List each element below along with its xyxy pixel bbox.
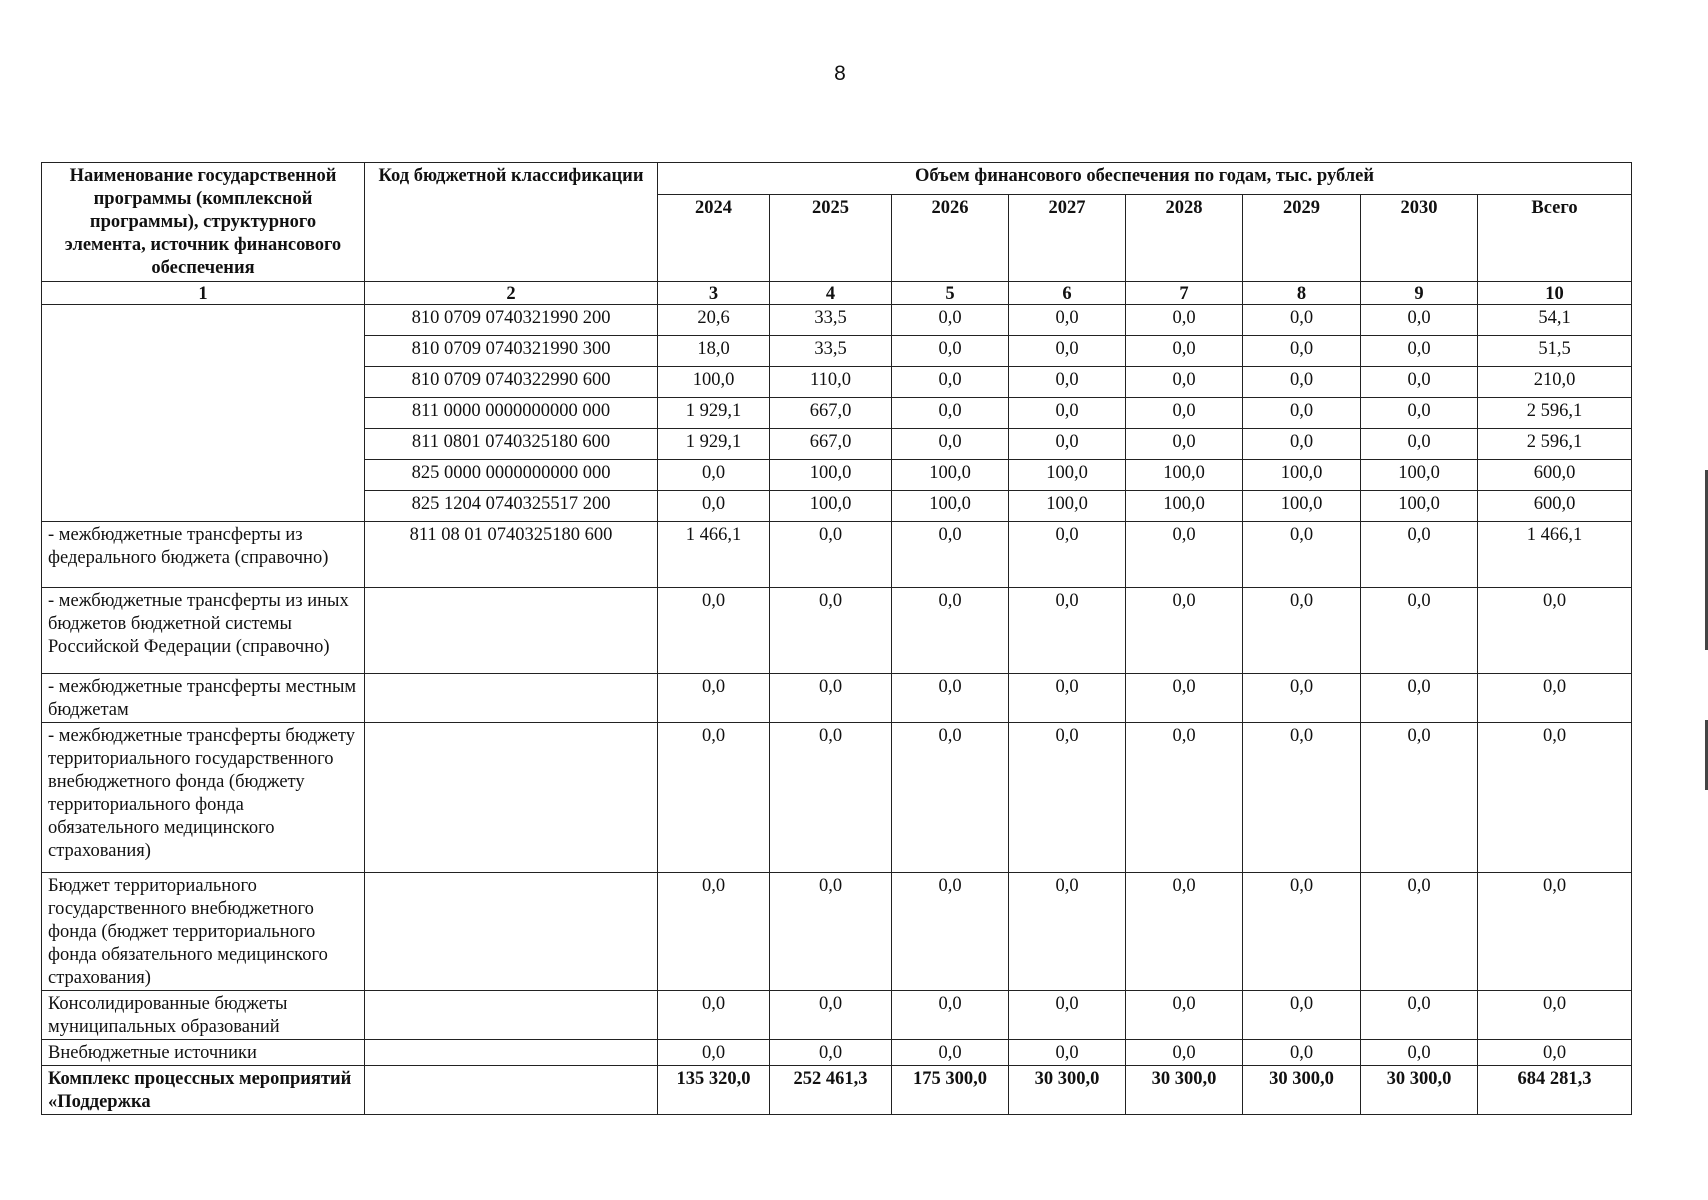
value-cell: 0,0 <box>1126 429 1243 460</box>
budget-code-cell: 811 0801 0740325180 600 <box>365 429 658 460</box>
value-cell: 0,0 <box>892 873 1009 991</box>
budget-code-cell <box>365 588 658 674</box>
value-cell: 0,0 <box>1009 305 1126 336</box>
source-name-cell: Бюджет территориального государственного внебюджетного фонда (бюджет территориального фонда обязательного медицинского страхования) <box>42 873 365 991</box>
table-row <box>42 674 1632 723</box>
value-cell: 1 466,1 <box>1478 522 1632 588</box>
header-column-number: 1 <box>42 282 365 305</box>
value-cell: 0,0 <box>1009 522 1126 588</box>
budget-code-cell: 811 08 01 0740325180 600 <box>365 522 658 588</box>
header-financing-group: Объем финансового обеспечения по годам, тыс. рублей <box>658 163 1632 195</box>
value-cell: 0,0 <box>892 522 1009 588</box>
value-cell: 0,0 <box>1009 588 1126 674</box>
value-cell: 0,0 <box>1009 991 1126 1040</box>
source-name-cell: - межбюджетные трансферты из федерального бюджета (справочно) <box>42 522 365 588</box>
value-cell: 0,0 <box>1126 1040 1243 1066</box>
table-row <box>42 723 1632 873</box>
value-cell: 252 461,3 <box>770 1066 892 1115</box>
value-cell: 0,0 <box>658 588 770 674</box>
value-cell: 0,0 <box>658 991 770 1040</box>
value-cell: 0,0 <box>1009 674 1126 723</box>
value-cell: 0,0 <box>1361 991 1478 1040</box>
value-cell: 110,0 <box>770 367 892 398</box>
value-cell: 0,0 <box>1126 588 1243 674</box>
value-cell: 0,0 <box>1361 367 1478 398</box>
budget-code-cell <box>365 674 658 723</box>
table-row <box>42 991 1632 1040</box>
header-year-cell: 2025 <box>770 195 892 282</box>
value-cell: 667,0 <box>770 429 892 460</box>
value-cell: 30 300,0 <box>1126 1066 1243 1115</box>
value-cell: 0,0 <box>1126 522 1243 588</box>
value-cell: 0,0 <box>1009 336 1126 367</box>
value-cell: 100,0 <box>1361 460 1478 491</box>
value-cell: 667,0 <box>770 398 892 429</box>
header-year-cell: 2024 <box>658 195 770 282</box>
value-cell: 600,0 <box>1478 460 1632 491</box>
value-cell: 0,0 <box>770 1040 892 1066</box>
value-cell: 0,0 <box>658 873 770 991</box>
header-column-number: 5 <box>892 282 1009 305</box>
header-column-number: 8 <box>1243 282 1361 305</box>
value-cell: 0,0 <box>1126 723 1243 873</box>
value-cell: 0,0 <box>1478 1040 1632 1066</box>
financing-table <box>41 162 1632 1115</box>
value-cell: 0,0 <box>1243 367 1361 398</box>
value-cell: 33,5 <box>770 336 892 367</box>
value-cell: 0,0 <box>658 1040 770 1066</box>
header-year-cell: Всего <box>1478 195 1632 282</box>
value-cell: 100,0 <box>1361 491 1478 522</box>
value-cell: 135 320,0 <box>658 1066 770 1115</box>
value-cell: 210,0 <box>1478 367 1632 398</box>
budget-code-cell: 810 0709 0740321990 300 <box>365 336 658 367</box>
header-column-number: 10 <box>1478 282 1632 305</box>
value-cell: 30 300,0 <box>1009 1066 1126 1115</box>
value-cell: 0,0 <box>892 367 1009 398</box>
value-cell: 100,0 <box>1243 460 1361 491</box>
source-name-cell: - межбюджетные трансферты из иных бюджетов бюджетной системы Российской Федерации (справочно) <box>42 588 365 674</box>
value-cell: 684 281,3 <box>1478 1066 1632 1115</box>
value-cell: 100,0 <box>1009 460 1126 491</box>
value-cell: 0,0 <box>1361 873 1478 991</box>
budget-code-cell: 825 0000 0000000000 000 <box>365 460 658 491</box>
value-cell: 0,0 <box>1243 429 1361 460</box>
budget-code-cell <box>365 723 658 873</box>
value-cell: 0,0 <box>1243 674 1361 723</box>
value-cell: 175 300,0 <box>892 1066 1009 1115</box>
value-cell: 0,0 <box>770 873 892 991</box>
value-cell: 2 596,1 <box>1478 429 1632 460</box>
value-cell: 0,0 <box>770 723 892 873</box>
value-cell: 0,0 <box>1126 674 1243 723</box>
value-cell: 0,0 <box>1243 991 1361 1040</box>
value-cell: 0,0 <box>1361 336 1478 367</box>
value-cell: 0,0 <box>1478 723 1632 873</box>
budget-code-cell <box>365 991 658 1040</box>
value-cell: 0,0 <box>892 991 1009 1040</box>
budget-code-cell: 810 0709 0740322990 600 <box>365 367 658 398</box>
value-cell: 0,0 <box>892 588 1009 674</box>
value-cell: 0,0 <box>892 429 1009 460</box>
table-row <box>42 305 1632 336</box>
header-column-number: 7 <box>1126 282 1243 305</box>
value-cell: 0,0 <box>770 522 892 588</box>
value-cell: 0,0 <box>1243 873 1361 991</box>
value-cell: 0,0 <box>1243 522 1361 588</box>
value-cell: 0,0 <box>892 305 1009 336</box>
value-cell: 0,0 <box>1009 873 1126 991</box>
value-cell: 0,0 <box>1009 723 1126 873</box>
value-cell: 0,0 <box>1126 336 1243 367</box>
header-year-cell: 2028 <box>1126 195 1243 282</box>
value-cell: 0,0 <box>1126 991 1243 1040</box>
value-cell: 0,0 <box>892 398 1009 429</box>
budget-code-cell: 810 0709 0740321990 200 <box>365 305 658 336</box>
header-column-number: 2 <box>365 282 658 305</box>
source-name-cell: - межбюджетные трансферты бюджету территориального государственного внебюджетного фонда (бюджету территориального фонда обязательного медицинского страхования) <box>42 723 365 873</box>
value-cell: 600,0 <box>1478 491 1632 522</box>
value-cell: 100,0 <box>1126 460 1243 491</box>
value-cell: 0,0 <box>1126 305 1243 336</box>
value-cell: 0,0 <box>1243 336 1361 367</box>
header-column-number: 3 <box>658 282 770 305</box>
value-cell: 0,0 <box>1361 398 1478 429</box>
header-year-cell: 2027 <box>1009 195 1126 282</box>
source-name-cell: - межбюджетные трансферты местным бюджетам <box>42 674 365 723</box>
value-cell: 100,0 <box>1243 491 1361 522</box>
budget-code-cell <box>365 1066 658 1115</box>
value-cell: 100,0 <box>658 367 770 398</box>
table-row <box>42 1066 1632 1115</box>
header-column-numbers-row <box>42 282 1632 305</box>
value-cell: 20,6 <box>658 305 770 336</box>
page-number: 8 <box>834 62 846 85</box>
value-cell: 0,0 <box>1009 398 1126 429</box>
value-cell: 54,1 <box>1478 305 1632 336</box>
value-cell: 0,0 <box>1361 674 1478 723</box>
value-cell: 0,0 <box>1361 305 1478 336</box>
source-name-cell: Внебюджетные источники <box>42 1040 365 1066</box>
value-cell: 0,0 <box>770 588 892 674</box>
value-cell: 0,0 <box>1361 1040 1478 1066</box>
value-cell: 30 300,0 <box>1243 1066 1361 1115</box>
value-cell: 0,0 <box>1478 873 1632 991</box>
table-body <box>42 305 1632 1115</box>
value-cell: 0,0 <box>658 674 770 723</box>
value-cell: 1 929,1 <box>658 398 770 429</box>
header-column-number: 4 <box>770 282 892 305</box>
source-name-cell: Комплекс процессных мероприятий «Поддержка <box>42 1066 365 1115</box>
value-cell: 0,0 <box>1126 873 1243 991</box>
value-cell: 100,0 <box>770 460 892 491</box>
table-row <box>42 588 1632 674</box>
value-cell: 30 300,0 <box>1361 1066 1478 1115</box>
value-cell: 1 929,1 <box>658 429 770 460</box>
header-code-column: Код бюджетной классификации <box>365 163 658 282</box>
value-cell: 0,0 <box>1126 398 1243 429</box>
value-cell: 0,0 <box>1361 723 1478 873</box>
header-year-cell: 2026 <box>892 195 1009 282</box>
value-cell: 0,0 <box>770 674 892 723</box>
value-cell: 0,0 <box>892 674 1009 723</box>
header-name-column: Наименование государственной программы (комплексной программы), структурного элемента, источник финансового обеспечения <box>42 163 365 282</box>
table-row <box>42 1040 1632 1066</box>
value-cell: 0,0 <box>1243 723 1361 873</box>
value-cell: 100,0 <box>1126 491 1243 522</box>
value-cell: 0,0 <box>658 723 770 873</box>
value-cell: 0,0 <box>1243 588 1361 674</box>
value-cell: 0,0 <box>770 991 892 1040</box>
table-row <box>42 873 1632 991</box>
value-cell: 0,0 <box>1243 398 1361 429</box>
value-cell: 0,0 <box>1478 588 1632 674</box>
value-cell: 0,0 <box>1009 367 1126 398</box>
table-header <box>42 163 1632 305</box>
value-cell: 33,5 <box>770 305 892 336</box>
table-row <box>42 522 1632 588</box>
value-cell: 51,5 <box>1478 336 1632 367</box>
value-cell: 0,0 <box>1478 991 1632 1040</box>
value-cell: 0,0 <box>892 336 1009 367</box>
value-cell: 2 596,1 <box>1478 398 1632 429</box>
value-cell: 0,0 <box>892 1040 1009 1066</box>
header-year-cell: 2029 <box>1243 195 1361 282</box>
value-cell: 100,0 <box>770 491 892 522</box>
value-cell: 100,0 <box>892 460 1009 491</box>
budget-code-cell <box>365 1040 658 1066</box>
header-column-number: 6 <box>1009 282 1126 305</box>
value-cell: 0,0 <box>1009 1040 1126 1066</box>
value-cell: 0,0 <box>1361 522 1478 588</box>
value-cell: 0,0 <box>1126 367 1243 398</box>
value-cell: 0,0 <box>1361 588 1478 674</box>
header-column-number: 9 <box>1361 282 1478 305</box>
value-cell: 0,0 <box>1478 674 1632 723</box>
value-cell: 0,0 <box>1243 305 1361 336</box>
header-year-cell: 2030 <box>1361 195 1478 282</box>
value-cell: 0,0 <box>1361 429 1478 460</box>
value-cell: 100,0 <box>1009 491 1126 522</box>
value-cell: 0,0 <box>658 491 770 522</box>
budget-code-cell: 811 0000 0000000000 000 <box>365 398 658 429</box>
value-cell: 1 466,1 <box>658 522 770 588</box>
value-cell: 0,0 <box>1243 1040 1361 1066</box>
value-cell: 0,0 <box>658 460 770 491</box>
value-cell: 0,0 <box>1009 429 1126 460</box>
value-cell: 18,0 <box>658 336 770 367</box>
budget-code-cell <box>365 873 658 991</box>
value-cell: 0,0 <box>892 723 1009 873</box>
value-cell: 100,0 <box>892 491 1009 522</box>
budget-code-cell: 825 1204 0740325517 200 <box>365 491 658 522</box>
source-name-cell: Консолидированные бюджеты муниципальных образований <box>42 991 365 1040</box>
merged-name-cell <box>42 305 365 522</box>
